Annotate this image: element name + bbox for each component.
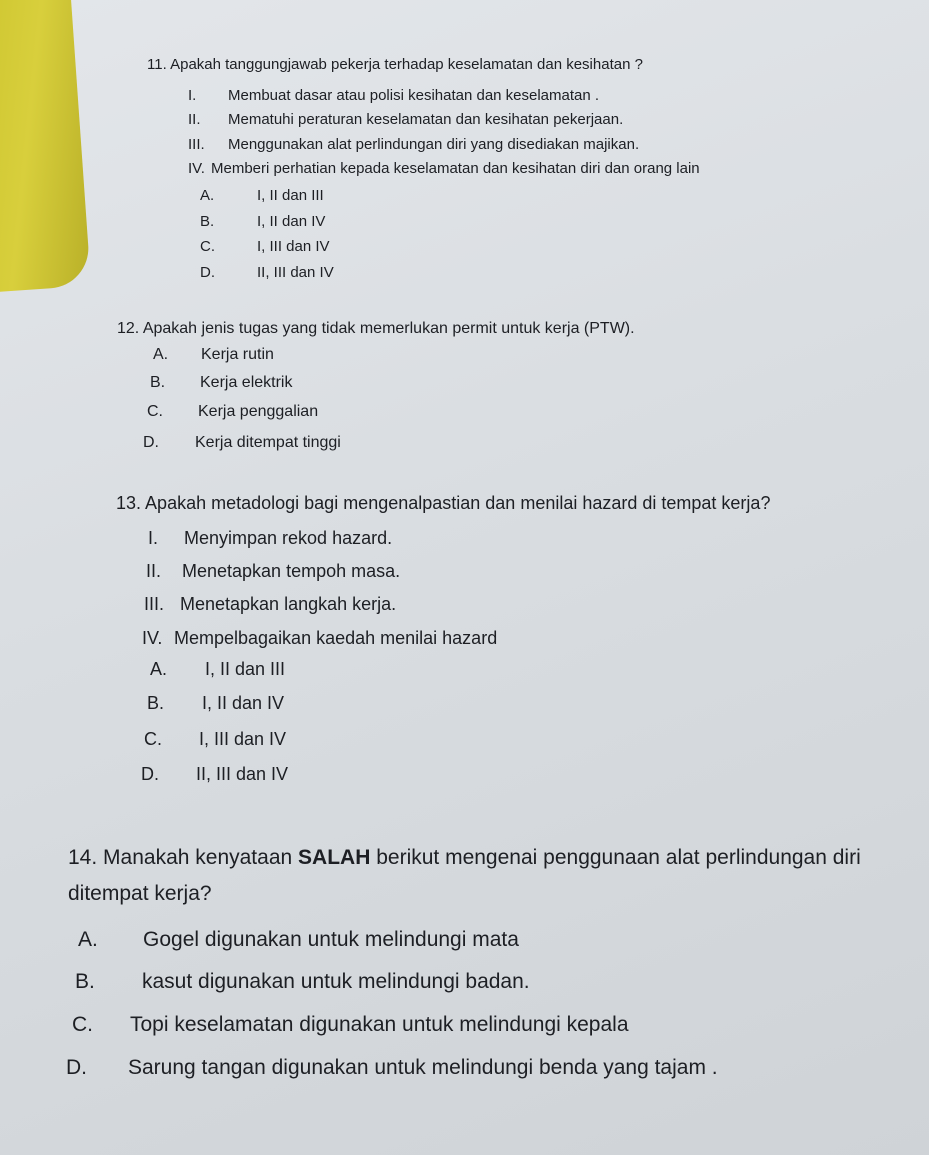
option-letter: C. xyxy=(72,1013,93,1036)
question-11-stem xyxy=(147,56,643,73)
option-text: Kerja penggalian xyxy=(198,403,319,420)
answer-option-d[interactable] xyxy=(200,264,334,281)
question-text: Manakah kenyataan xyxy=(103,846,293,869)
option-letter: D. xyxy=(200,264,215,281)
option-text: I, II dan IV xyxy=(257,213,326,230)
statement-item xyxy=(188,136,639,153)
option-text: I, II dan III xyxy=(257,187,324,204)
answer-option-a[interactable] xyxy=(150,659,285,680)
statement-roman: II. xyxy=(188,111,201,128)
question-number: 12. xyxy=(117,320,140,337)
option-letter: B. xyxy=(147,693,165,713)
statement-roman: IV. xyxy=(188,160,205,177)
option-text: II, III dan IV xyxy=(196,764,289,784)
answer-option-b[interactable] xyxy=(200,213,325,230)
question-text: Apakah metadologi bagi mengenalpastian dan menilai hazard di tempat kerja? xyxy=(145,493,771,513)
option-text: Kerja ditempat tinggi xyxy=(195,434,341,451)
statement-roman: III. xyxy=(144,594,165,614)
statement-text: Menetapkan tempoh masa. xyxy=(182,561,401,581)
option-letter: B. xyxy=(150,374,166,391)
option-letter: D. xyxy=(143,434,159,451)
question-text-continued: berikut mengenai penggunaan alat perlindungan diri xyxy=(376,846,861,869)
option-text: Kerja rutin xyxy=(201,346,274,363)
question-12-stem xyxy=(117,320,635,338)
statement-item xyxy=(188,160,700,177)
statement-item xyxy=(188,87,599,104)
option-text: Topi keselamatan digunakan untuk melindungi kepala xyxy=(130,1013,629,1036)
statement-roman: III. xyxy=(188,136,205,153)
statement-roman: I. xyxy=(148,528,159,548)
option-letter: A. xyxy=(150,659,168,679)
question-13-stem xyxy=(116,493,770,514)
option-text: kasut digunakan untuk melindungi badan. xyxy=(142,970,530,993)
statement-text: Mematuhi peraturan keselamatan dan kesihatan pekerjaan. xyxy=(228,111,624,128)
answer-option-b[interactable] xyxy=(75,970,530,994)
emphasis-word: SALAH xyxy=(298,846,371,869)
statement-item xyxy=(188,111,623,128)
answer-option-a[interactable] xyxy=(153,346,274,364)
answer-option-c[interactable] xyxy=(200,238,330,255)
option-text: I, III dan IV xyxy=(257,238,330,255)
option-text: I, II dan IV xyxy=(202,693,285,713)
answer-option-b[interactable] xyxy=(147,693,284,714)
statement-item xyxy=(144,594,396,615)
option-letter: C. xyxy=(200,238,215,255)
question-text: Apakah tanggungjawab pekerja terhadap keselamatan dan kesihatan ? xyxy=(170,56,643,73)
option-text: I, III dan IV xyxy=(199,729,287,749)
option-letter: A. xyxy=(78,928,98,951)
answer-option-a[interactable] xyxy=(78,928,519,952)
question-text: Apakah jenis tugas yang tidak memerlukan permit untuk kerja (PTW). xyxy=(142,320,635,337)
answer-option-b[interactable] xyxy=(150,374,292,392)
statement-text: Menyimpan rekod hazard. xyxy=(184,528,393,548)
statement-roman: IV. xyxy=(142,628,163,648)
question-14-stem xyxy=(68,846,861,870)
statement-text: Menetapkan langkah kerja. xyxy=(180,594,397,614)
answer-option-d[interactable] xyxy=(66,1056,718,1080)
option-letter: C. xyxy=(144,729,162,749)
answer-option-d[interactable] xyxy=(141,764,288,785)
option-letter: A. xyxy=(200,187,215,204)
statement-item xyxy=(146,561,400,582)
statement-item xyxy=(142,628,497,649)
answer-option-a[interactable] xyxy=(200,187,324,204)
question-number: 11. xyxy=(147,56,167,73)
option-letter: B. xyxy=(75,970,95,993)
option-letter: B. xyxy=(200,213,215,230)
question-number: 13. xyxy=(116,493,142,513)
statement-item xyxy=(148,528,392,549)
statement-text: Membuat dasar atau polisi kesihatan dan keselamatan . xyxy=(228,87,600,104)
option-text: Gogel digunakan untuk melindungi mata xyxy=(143,928,519,951)
question-14-stem-line2: ditempat kerja? xyxy=(68,882,212,905)
question-number: 14. xyxy=(68,846,98,869)
answer-option-c[interactable] xyxy=(72,1013,629,1037)
option-letter: D. xyxy=(141,764,159,784)
option-letter: C. xyxy=(147,403,163,420)
option-text: Kerja elektrik xyxy=(200,374,293,391)
answer-option-c[interactable] xyxy=(147,403,318,421)
option-text: I, II dan III xyxy=(205,659,286,679)
option-text: II, III dan IV xyxy=(257,264,334,281)
statement-text: Menggunakan alat perlindungan diri yang disediakan majikan. xyxy=(228,136,640,153)
answer-option-c[interactable] xyxy=(144,729,286,750)
statement-text: Memberi perhatian kepada keselamatan dan kesihatan diri dan orang lain xyxy=(211,160,700,177)
statement-text: Mempelbagaikan kaedah menilai hazard xyxy=(174,628,498,648)
option-letter: A. xyxy=(153,346,169,363)
answer-option-d[interactable] xyxy=(143,434,341,452)
statement-roman: II. xyxy=(146,561,162,581)
statement-roman: I. xyxy=(188,87,197,104)
option-letter: D. xyxy=(66,1056,87,1079)
option-text: Sarung tangan digunakan untuk melindungi benda yang tajam . xyxy=(128,1056,718,1079)
